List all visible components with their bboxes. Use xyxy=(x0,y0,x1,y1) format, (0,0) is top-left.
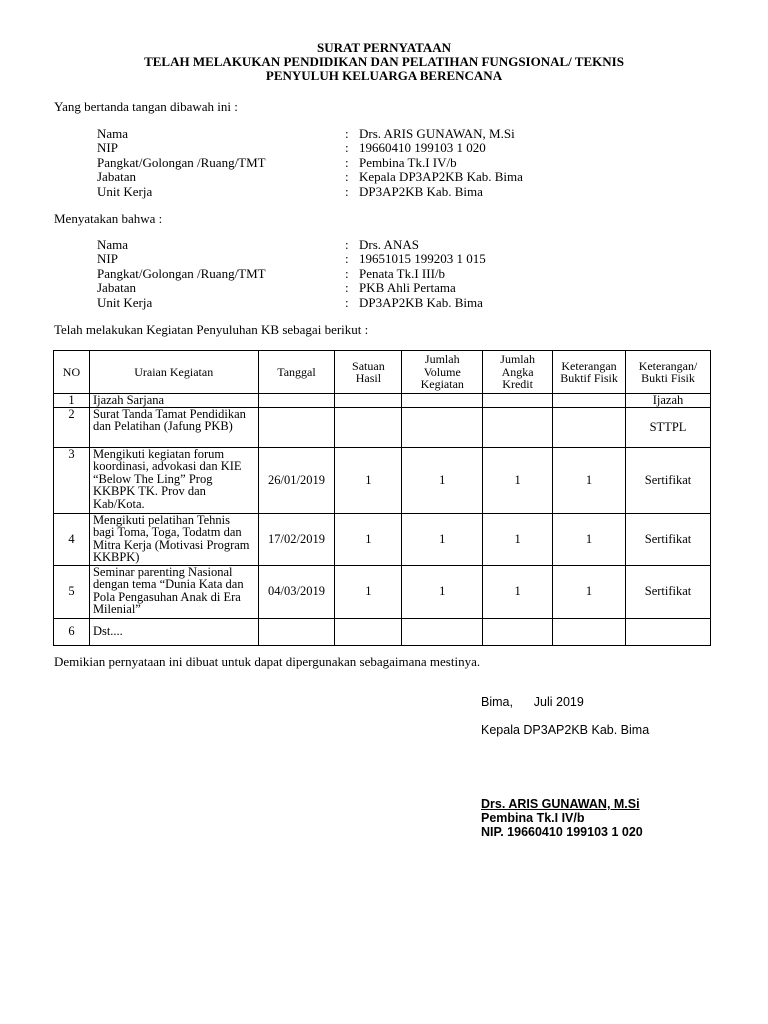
field-label: NIP xyxy=(97,140,118,156)
cell-volume xyxy=(402,407,483,447)
cell-kredit: 1 xyxy=(483,565,553,618)
title-line-1: SURAT PERNYATAAN xyxy=(317,40,451,55)
cell-uraian: Mengikuti kegiatan forum koordinasi, advokasi dan KIE “Below The Ling” Prog KKBPK TK. Prov dan Kab/Kota. xyxy=(89,447,258,513)
field-label: Jabatan xyxy=(97,169,136,185)
cell-volume: 1 xyxy=(402,447,483,513)
cell-volume xyxy=(402,394,483,408)
cell-satuan xyxy=(335,394,402,408)
cell-buktif xyxy=(553,394,626,408)
signer-row-jabatan xyxy=(97,170,523,184)
cell-uraian: Dst.... xyxy=(89,618,258,645)
activity-intro-text: Telah melakukan Kegiatan Penyuluhan KB sebagai berikut : xyxy=(54,322,369,337)
cell-bukti: STTPL xyxy=(626,407,711,447)
table-row xyxy=(54,394,711,408)
colon: : xyxy=(345,126,349,141)
colon: : xyxy=(345,251,349,267)
field-label: Unit Kerja xyxy=(97,294,153,310)
cell-kredit: 1 xyxy=(483,447,553,513)
signature-nip: NIP. 19660410 199103 1 020 xyxy=(481,825,643,839)
colon: : xyxy=(345,169,349,185)
cell-no: 3 xyxy=(54,447,90,513)
field-value: 19660410 199103 1 020 xyxy=(359,140,486,156)
header-no: NO xyxy=(54,351,90,394)
table-row xyxy=(54,513,711,565)
cell-buktif: 1 xyxy=(553,513,626,565)
subject-row-pangkat xyxy=(97,267,486,281)
field-label: NIP xyxy=(97,251,118,267)
cell-volume: 1 xyxy=(402,513,483,565)
field-value: Drs. ARIS GUNAWAN, M.Si xyxy=(359,126,515,141)
cell-volume xyxy=(402,618,483,645)
activity-table xyxy=(53,350,711,646)
signer-row-pangkat xyxy=(97,156,523,170)
header-satuan-hasil: Satuan Hasil xyxy=(335,351,402,394)
field-label: Nama xyxy=(97,126,129,141)
cell-bukti: Ijazah xyxy=(626,394,711,408)
cell-uraian: Ijazah Sarjana xyxy=(89,394,258,408)
header-jumlah-volume: Jumlah Volume Kegiatan xyxy=(402,351,483,394)
intro-text: Yang bertanda tangan dibawah ini : xyxy=(54,99,238,114)
field-value: DP3AP2KB Kab. Bima xyxy=(359,294,483,310)
field-value: 19651015 199203 1 015 xyxy=(359,251,486,267)
field-label: Nama xyxy=(97,237,129,252)
cell-kredit: 1 xyxy=(483,513,553,565)
table-header-row xyxy=(54,351,711,394)
cell-no: 2 xyxy=(54,407,90,447)
cell-satuan xyxy=(335,407,402,447)
table-row xyxy=(54,565,711,618)
header-jumlah-kredit: Jumlah Angka Kredit xyxy=(483,351,553,394)
table-row xyxy=(54,447,711,513)
cell-kredit xyxy=(483,394,553,408)
cell-tanggal xyxy=(258,407,335,447)
cell-tanggal: 17/02/2019 xyxy=(258,513,335,565)
header-tanggal: Tanggal xyxy=(258,351,335,394)
colon: : xyxy=(345,265,349,281)
header-uraian: Uraian Kegiatan xyxy=(89,351,258,394)
title-line-2: TELAH MELAKUKAN PENDIDIKAN DAN PELATIHAN FUNGSIONAL/ TEKNIS xyxy=(144,54,624,69)
table-row xyxy=(54,407,711,447)
signer-row-nip xyxy=(97,141,523,155)
cell-bukti xyxy=(626,618,711,645)
cell-buktif: 1 xyxy=(553,565,626,618)
cell-buktif xyxy=(553,407,626,447)
cell-buktif xyxy=(553,618,626,645)
field-value: Pembina Tk.I IV/b xyxy=(359,154,457,170)
signer-identity xyxy=(97,127,523,199)
cell-bukti: Sertifikat xyxy=(626,565,711,618)
cell-no: 4 xyxy=(54,513,90,565)
field-value: PKB Ahli Pertama xyxy=(359,280,456,296)
colon: : xyxy=(345,237,349,252)
cell-satuan: 1 xyxy=(335,565,402,618)
signature-name: Drs. ARIS GUNAWAN, M.Si xyxy=(481,797,640,811)
signature-rank: Pembina Tk.I IV/b xyxy=(481,811,585,825)
subject-row-nama xyxy=(97,238,486,252)
cell-uraian: Mengikuti pelatihan Tehnis bagi Toma, Toga, Todatm dan Mitra Kerja (Motivasi Program KKBPK) xyxy=(89,513,258,565)
cell-buktif: 1 xyxy=(553,447,626,513)
cell-bukti: Sertifikat xyxy=(626,513,711,565)
signer-row-unit-kerja xyxy=(97,185,523,199)
cell-satuan: 1 xyxy=(335,513,402,565)
cell-volume: 1 xyxy=(402,565,483,618)
cell-tanggal: 26/01/2019 xyxy=(258,447,335,513)
cell-no: 5 xyxy=(54,565,90,618)
signature-place-date: Bima, Juli 2019 xyxy=(481,695,584,709)
cell-kredit xyxy=(483,407,553,447)
field-value: Kepala DP3AP2KB Kab. Bima xyxy=(359,169,523,185)
cell-bukti: Sertifikat xyxy=(626,447,711,513)
subject-row-jabatan xyxy=(97,281,486,295)
cell-kredit xyxy=(483,618,553,645)
colon: : xyxy=(345,140,349,156)
field-value: Drs. ANAS xyxy=(359,237,419,252)
cell-tanggal xyxy=(258,618,335,645)
colon: : xyxy=(345,183,349,199)
field-value: Penata Tk.I III/b xyxy=(359,265,446,281)
field-label: Pangkat/Golongan /Ruang/TMT xyxy=(97,265,266,281)
cell-satuan: 1 xyxy=(335,447,402,513)
cell-tanggal xyxy=(258,394,335,408)
closing-text: Demikian pernyataan ini dibuat untuk dapat dipergunakan sebagaimana mestinya. xyxy=(54,654,481,669)
colon: : xyxy=(345,154,349,170)
signer-row-nama xyxy=(97,127,523,141)
cell-uraian: Surat Tanda Tamat Pendidikan dan Pelatihan (Jafung PKB) xyxy=(89,407,258,447)
signature-position: Kepala DP3AP2KB Kab. Bima xyxy=(481,723,650,737)
header-keterangan-bukti: Keterangan/ Bukti Fisik xyxy=(626,351,711,394)
table-row xyxy=(54,618,711,645)
subject-row-nip xyxy=(97,252,486,266)
field-label: Pangkat/Golongan /Ruang/TMT xyxy=(97,154,266,170)
cell-no: 1 xyxy=(54,394,90,408)
field-label: Jabatan xyxy=(97,280,136,296)
colon: : xyxy=(345,294,349,310)
field-label: Unit Kerja xyxy=(97,183,153,199)
declares-text: Menyatakan bahwa : xyxy=(54,211,163,226)
colon: : xyxy=(345,280,349,296)
cell-no: 6 xyxy=(54,618,90,645)
cell-satuan xyxy=(335,618,402,645)
subject-identity xyxy=(97,238,486,310)
cell-tanggal: 04/03/2019 xyxy=(258,565,335,618)
subject-row-unit-kerja xyxy=(97,296,486,310)
title-line-3: PENYULUH KELUARGA BERENCANA xyxy=(265,68,503,83)
header-keterangan-buktif: Keterangan Buktif Fisik xyxy=(553,351,626,394)
field-value: DP3AP2KB Kab. Bima xyxy=(359,183,483,199)
document-title xyxy=(0,41,768,83)
cell-uraian: Seminar parenting Nasional dengan tema “Dunia Kata dan Pola Pengasuhan Anak di Era Milenial” xyxy=(89,565,258,618)
